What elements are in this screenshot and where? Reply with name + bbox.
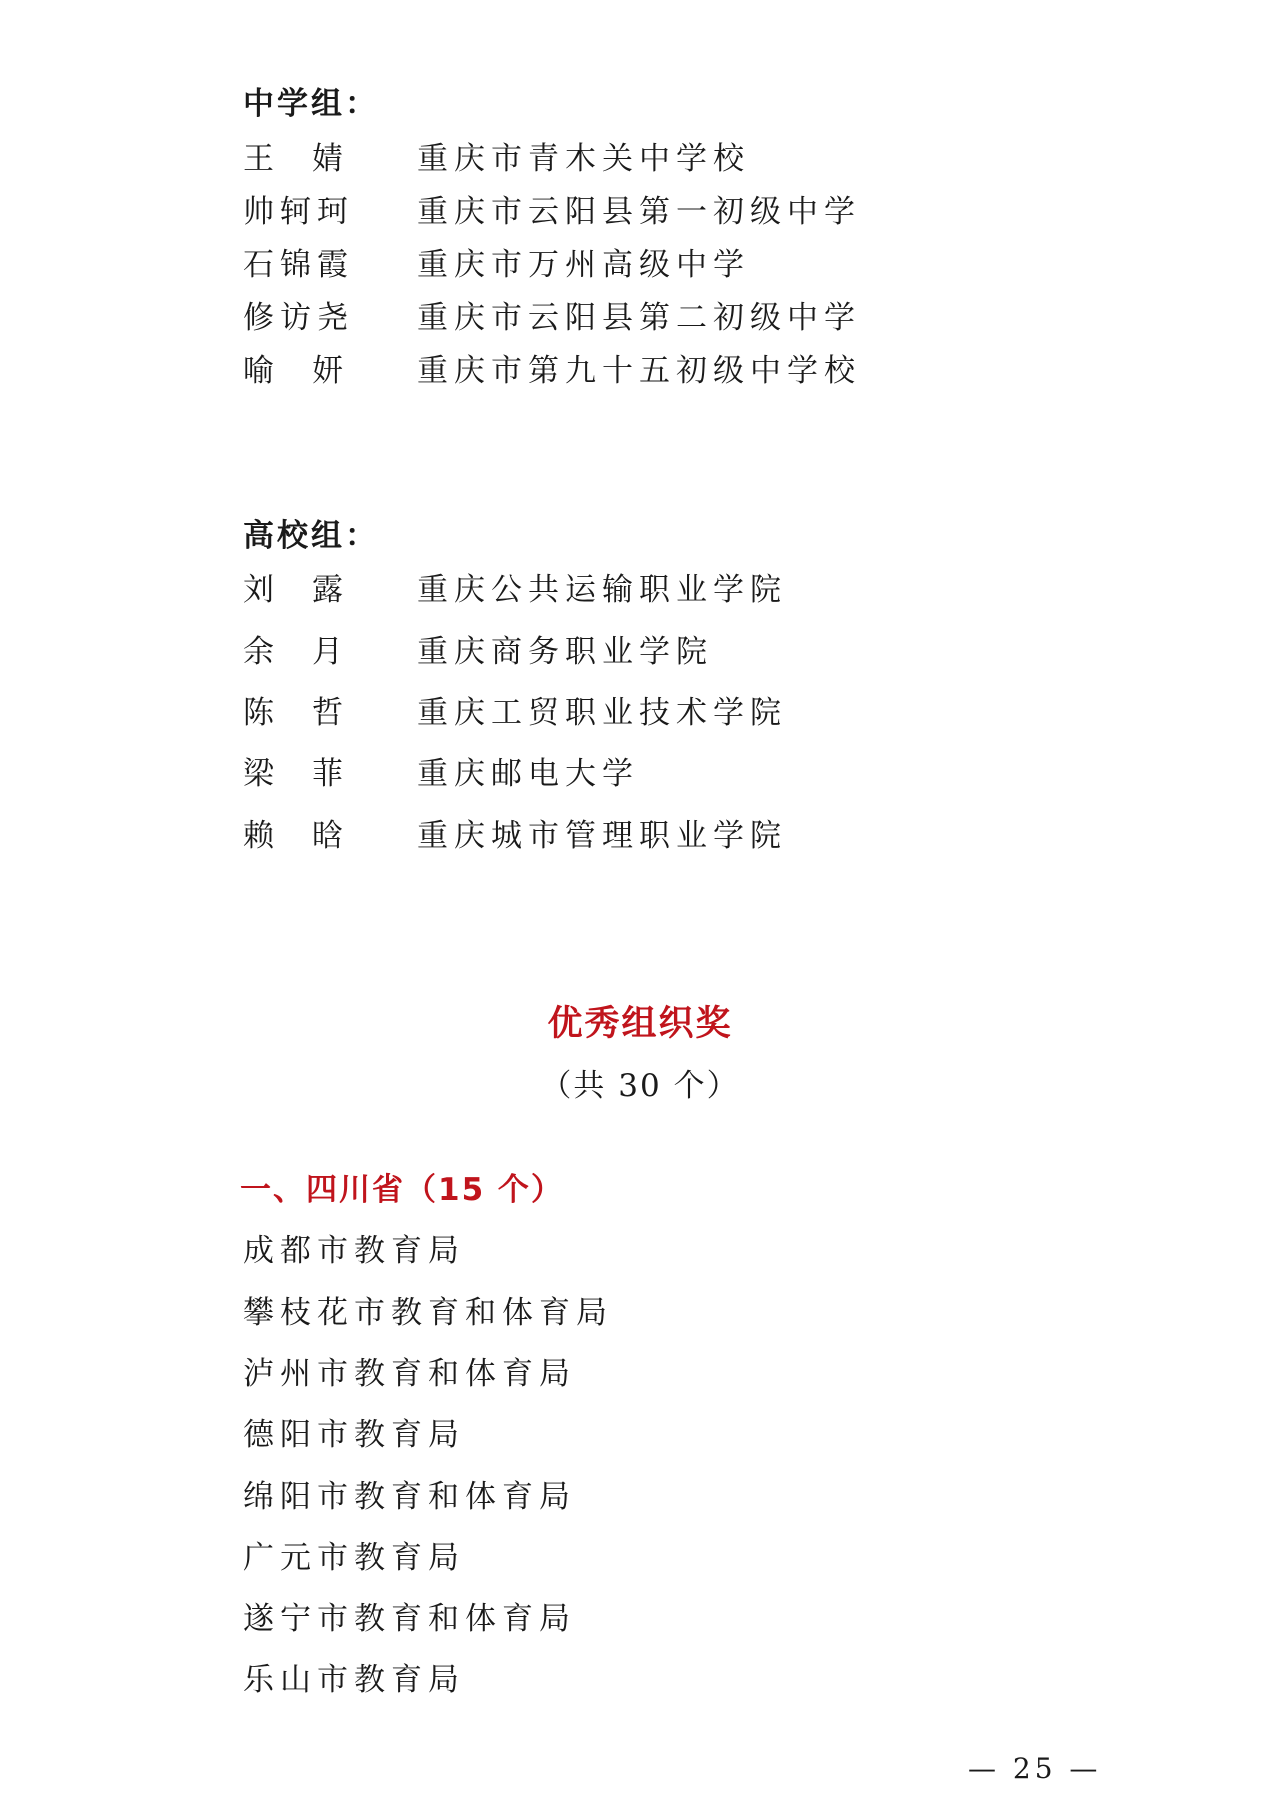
list-item: 遂宁市教育和体育局: [243, 1601, 576, 1637]
organization-name: 重庆公共运输职业学院: [417, 572, 787, 608]
list-item: 绵阳市教育和体育局: [243, 1479, 576, 1515]
organization-name: 重庆商务职业学院: [417, 634, 713, 670]
person-name: 陈哲: [243, 695, 381, 731]
organization-name: 重庆市万州高级中学: [417, 247, 750, 283]
person-name: 赖晗: [243, 818, 381, 854]
award-title: 优秀组织奖: [547, 1004, 733, 1044]
middle-school-group-heading: 中学组：: [243, 86, 379, 122]
person-name: 梁菲: [243, 756, 381, 792]
list-item: 德阳市教育局: [243, 1417, 465, 1453]
university-group-heading: 高校组：: [243, 518, 379, 554]
award-subtitle: （共 30 个）: [540, 1068, 740, 1104]
organization-name: 重庆市云阳县第二初级中学: [417, 300, 861, 336]
person-name: 喻妍: [243, 353, 381, 389]
page-number: — 25 —: [968, 1752, 1102, 1785]
person-name: 修访尧: [243, 300, 354, 336]
list-item: 乐山市教育局: [243, 1662, 465, 1698]
list-item: 泸州市教育和体育局: [243, 1356, 576, 1392]
list-item: 攀枝花市教育和体育局: [243, 1295, 613, 1331]
list-item: 广元市教育局: [243, 1540, 465, 1576]
organization-name: 重庆市云阳县第一初级中学: [417, 194, 861, 230]
person-name: 余月: [243, 634, 381, 670]
person-name: 刘露: [243, 572, 381, 608]
organization-name: 重庆城市管理职业学院: [417, 818, 787, 854]
person-name: 王婧: [243, 141, 381, 177]
organization-name: 重庆邮电大学: [417, 756, 639, 792]
organization-name: 重庆工贸职业技术学院: [417, 695, 787, 731]
organization-name: 重庆市第九十五初级中学校: [417, 353, 861, 389]
section-title-sichuan: 一、四川省（15 个）: [240, 1172, 564, 1208]
organization-name: 重庆市青木关中学校: [417, 141, 750, 177]
list-item: 成都市教育局: [243, 1233, 465, 1269]
person-name: 石锦霞: [243, 247, 354, 283]
person-name: 帅轲珂: [243, 194, 354, 230]
